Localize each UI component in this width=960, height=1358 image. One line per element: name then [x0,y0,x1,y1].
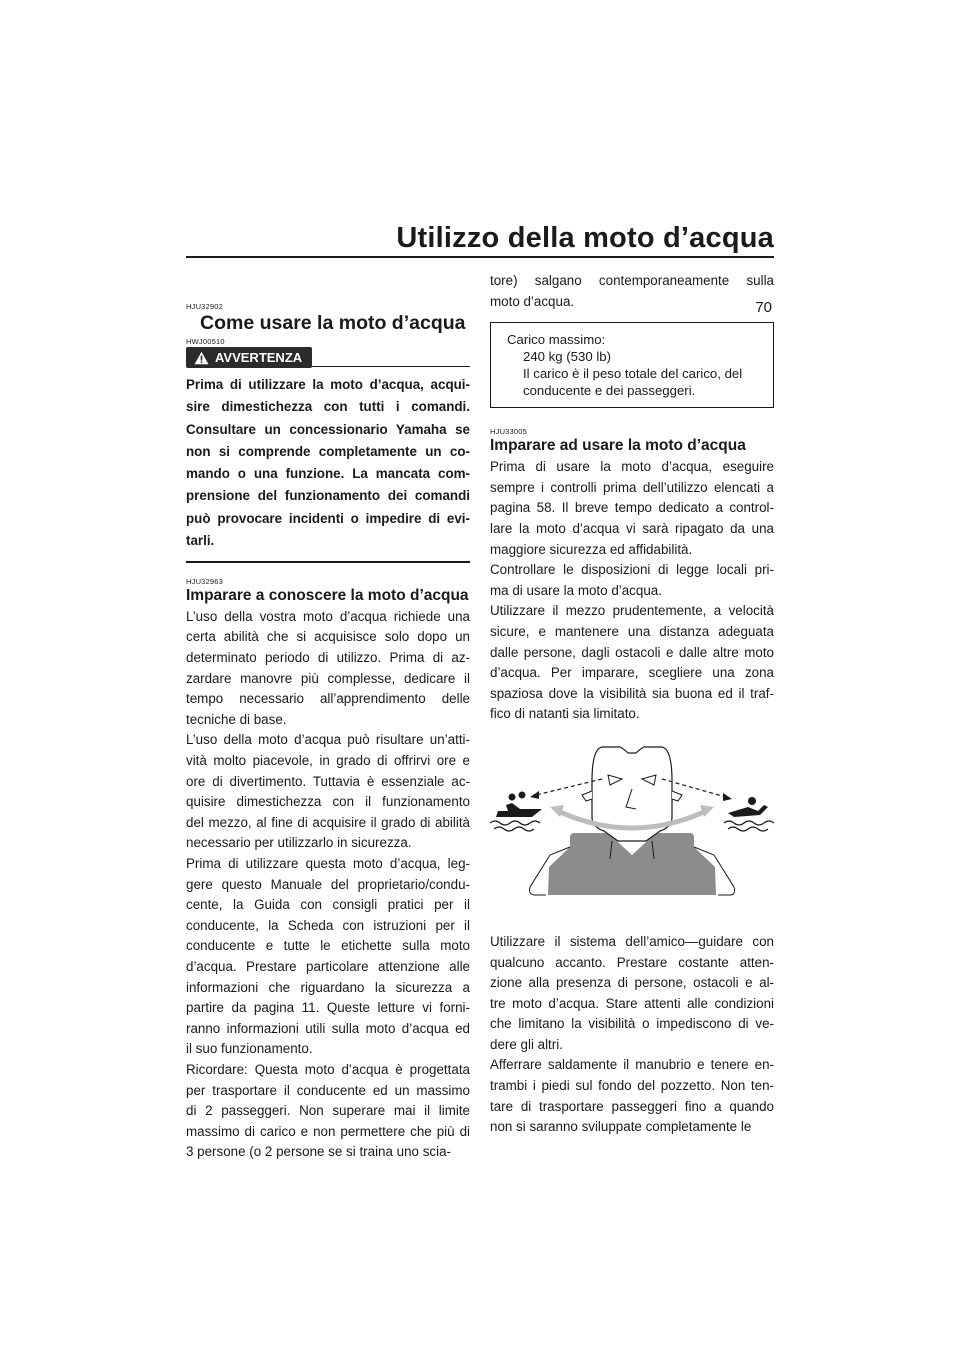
text-line: quisire dimestichezza con il funzionamento [186,794,470,810]
text-line: certa abilità che si acquisisce solo dopo un [186,629,470,645]
text-line: Prima di utilizzare questa moto d’acqua, leg- [186,856,470,871]
text-line: dere gli altri. [490,1036,563,1052]
text-line: zione alla presenza di persone, ostacoli e al- [490,975,774,991]
swimmer-icon [724,797,774,831]
warning-text [186,374,470,552]
text-line: d’acqua. Per imparare, scegliere una zona [490,665,774,681]
warning-label-text: AVVERTENZA [215,350,303,365]
text-line: L’uso della vostra moto d’acqua richiede una [186,608,470,624]
section-code: HJU32963 [186,576,224,586]
section-code: HJU33005 [490,427,528,437]
warning-line: sire dimestichezza con tutti i comandi. [186,399,470,415]
left-column [186,302,470,1163]
warning-line: mando o una funzione. La mancata com- [186,466,470,482]
text-line: Ricordare: Questa moto d’acqua è progettata [186,1061,470,1077]
text-line: lare la moto d’acqua vi sarà ripagato da una [490,520,774,536]
section-code: HJU32902 [186,302,224,311]
note-load-value: 240 kg (530 lb) [523,349,611,365]
note-title: Carico massimo: [507,332,606,348]
text-line: cente, la Guida con consigli pratici per il [186,897,470,913]
max-load-note [490,322,774,408]
right-column [490,271,774,1138]
subsection-body-after-figure [490,932,774,1138]
rider-ear [582,791,592,801]
text-line: di 2 passeggeri. Non superare mai il limite [186,1103,470,1119]
text-line: non si saranno sviluppate completamente le [490,1119,752,1135]
text-line: partire da pagina 11. Queste letture vi forni- [186,1000,470,1016]
text-line: per trasportare il conducente ed un massimo [186,1082,470,1098]
warning-line: Consultare un concessionario Yamaha se [186,421,470,437]
subsection-body [490,457,774,725]
text-line: Controllare le disposizioni di legge locali pri- [490,562,774,578]
text-line: necessario per utilizzarlo in sicurezza. [186,835,412,851]
page-number: 70 [755,299,772,316]
text-line: tre moto d’acqua. Stare attenti alle condizioni [490,995,774,1011]
text-line: ranno informazioni utili sulla moto d’acqua ed [186,1020,470,1036]
text-line: sempre i controlli prima dell’utilizzo elencati a [490,479,774,495]
text-line: moto d’acqua. [490,293,575,309]
text-line: Utilizzare il mezzo prudentemente, a velocità [490,603,774,619]
text-line: ore di divertimento. Tuttavia è essenziale ac- [186,773,470,789]
text-line: del mezzo, al fine di acquisire il grado di abilità [186,814,470,830]
text-line: d’acqua. Prestare particolare attenzione alle [186,958,470,974]
text-line: Prima di usare la moto d’acqua, eseguire [490,459,774,475]
text-line: che limitano la visibilità o impediscono di ve- [490,1016,774,1032]
text-line: ma di usare la moto d’acqua. [490,582,662,598]
text-line: 3 persone (o 2 persone se si traina uno scia- [186,1144,451,1160]
text-line: informazioni che riguardano la sicurezza a [186,979,470,995]
text-line: Afferrare saldamente il manubrio e tenere en- [490,1057,774,1073]
text-line: tore) salgano contemporaneamente sulla [490,273,774,288]
note-text: Il carico è il peso totale del carico, del [523,366,743,382]
text-line: tare di trasportare passeggeri fino a quando [490,1098,774,1114]
subsection-body [186,607,470,1163]
text-line: massimo di carico e non permettere che più di [186,1123,470,1139]
warning-triangle-icon [194,351,209,365]
text-line: L’uso della moto d’acqua può risultare un’atti- [186,732,470,748]
warning-line: Prima di utilizzare la moto d’acqua, acqui- [186,377,470,392]
text-line: tecniche di base. [186,711,287,727]
section-title: Come usare la moto d’acqua [200,312,466,334]
text-line: pagina 58. Il breve tempo dedicato a control- [490,500,774,516]
text-line: tempo necessario all’apprendimento delle [186,691,470,707]
text-line: maggiore sicurezza ed affidabilità. [490,541,693,557]
text-line: zardare manovre più complesse, dedicare il [186,670,470,686]
text-line: fico di natanti sia limitato. [490,706,640,722]
rider-ear [672,791,682,801]
text-line: sicure, e mantenere una distanza adeguata [490,623,774,639]
note-text: conducente e dei passeggeri. [523,383,696,399]
warning-line: prensione del funzionamento dei comandi [186,488,470,504]
warning-line: tarli. [186,533,215,549]
text-line: gere questo Manuale del proprietario/condu- [186,876,470,892]
text-line: conducente, la Scheda con istruzioni per il [186,917,470,933]
text-line: qualcuno accanto. Prestare costante atten- [490,954,774,970]
warning-header [186,347,470,368]
text-line: spaziosa dove la visibilità sia buona ed il traf- [490,685,774,701]
arrowhead-icon [530,791,539,799]
text-line: vità molto piacevole, in grado di offrirvi ore e [186,753,470,769]
arrowhead-icon [723,793,732,801]
subsection-body-continued [490,271,774,312]
subsection-title: Imparare a conoscere la moto d’acqua [186,586,469,604]
text-line: dalle persone, dagli ostacoli e dalle altre moto [490,644,774,660]
warning-line: può provocare incidenti o impedire di evi- [186,510,470,526]
header-rule [186,256,774,258]
text-line: trambi i piedi sul fondo del pozzetto. Non ten- [490,1078,774,1094]
subsection-title: Imparare ad usare la moto d’acqua [490,437,746,455]
rider-lookout-illustration [490,737,774,907]
text-line: conducente e tutte le etichette sulla moto [186,938,470,954]
seat-shape [548,833,716,895]
warning-line: non si comprende completamente un co- [186,443,470,459]
text-line: il suo funzionamento. [186,1041,313,1057]
warning-code: HWJ00510 [186,337,225,346]
warning-label [186,347,312,368]
warning-rule [312,366,470,368]
text-line: determinato periodo di utilizzo. Prima di az- [186,650,470,666]
text-line: Utilizzare il sistema dell’amico—guidare con [490,933,774,949]
page-title: Utilizzo della moto d’acqua [396,222,774,254]
